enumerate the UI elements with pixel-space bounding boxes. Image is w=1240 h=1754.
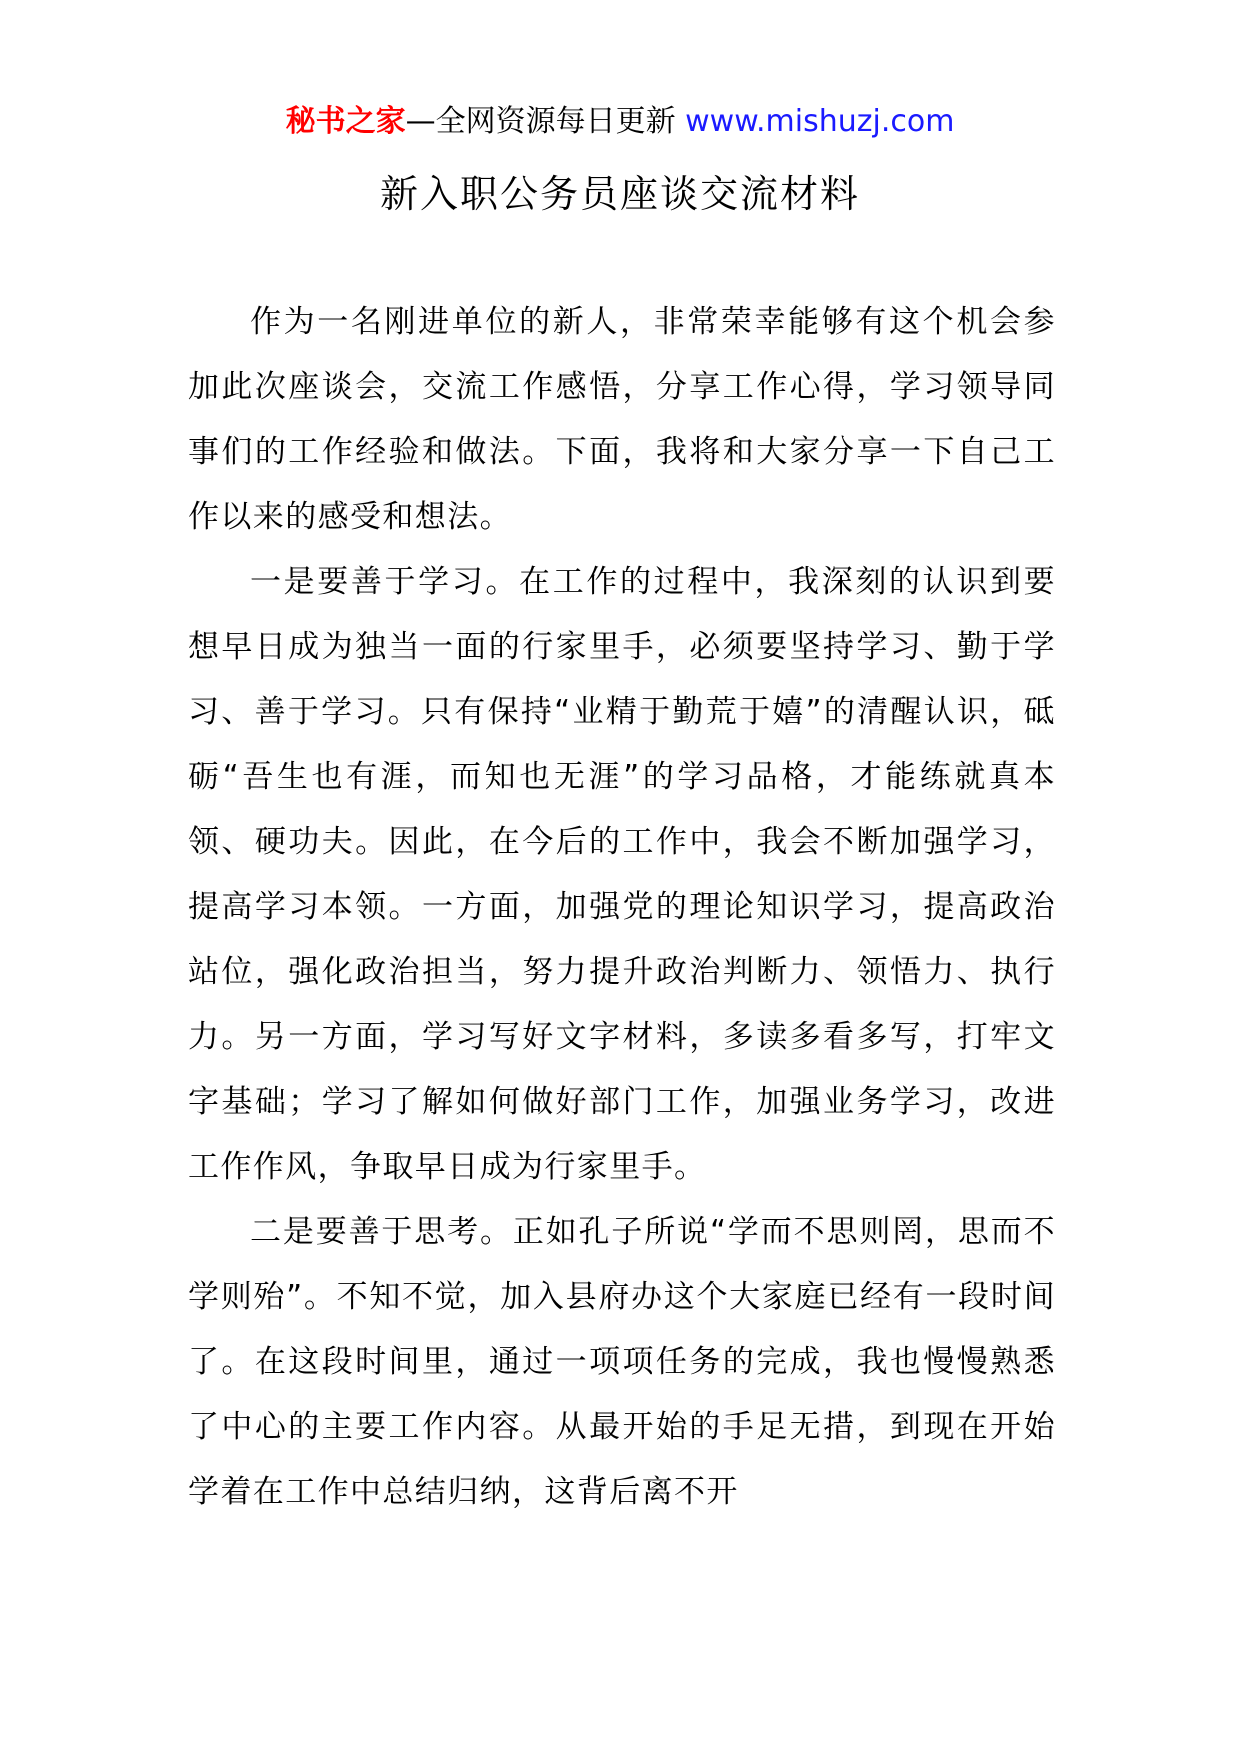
paragraph-thinking: 二是要善于思考。正如孔子所说“学而不思则罔，思而不学则殆”。不知不觉，加入县府办这个大家庭已经有一段时间了。在这段时间里，通过一项项任务的完成，我也慢慢熟悉了中心的主要工作内容。从最开始的手足无措，到现在开始学着在工作中总结归纳，这背后离不开 — [188, 1214, 1056, 1510]
site-header — [0, 100, 1240, 144]
document-body — [188, 290, 1056, 1525]
site-url-link[interactable]: www.mishuzj.com — [685, 104, 955, 139]
document-title: 新入职公务员座谈交流材料 — [379, 172, 860, 216]
site-brand: 秘书之家 — [285, 104, 406, 139]
site-tagline: —全网资源每日更新 — [405, 104, 676, 139]
paragraph-learning: 一是要善于学习。在工作的过程中，我深刻的认识到要想早日成为独当一面的行家里手，必须要坚持学习、勤于学习、善于学习。只有保持“业精于勤荒于嬉”的清醒认识，砥砺“吾生也有涯，而知也无涯”的学习品格，才能练就真本领、硬功夫。因此，在今后的工作中，我会不断加强学习，提高学习本领。一方面，加强党的理论知识学习，提高政治站位，强化政治担当，努力提升政治判断力、领悟力、执行力。另一方面，学习写好文字材料，多读多看多写，打牢文字基础；学习了解如何做好部门工作，加强业务学习，改进工作作风，争取早日成为行家里手。 — [188, 564, 1056, 1185]
paragraph-intro: 作为一名刚进单位的新人，非常荣幸能够有这个机会参加此次座谈会，交流工作感悟，分享工作心得，学习领导同事们的工作经验和做法。下面，我将和大家分享一下自己工作以来的感受和想法。 — [188, 304, 1056, 535]
